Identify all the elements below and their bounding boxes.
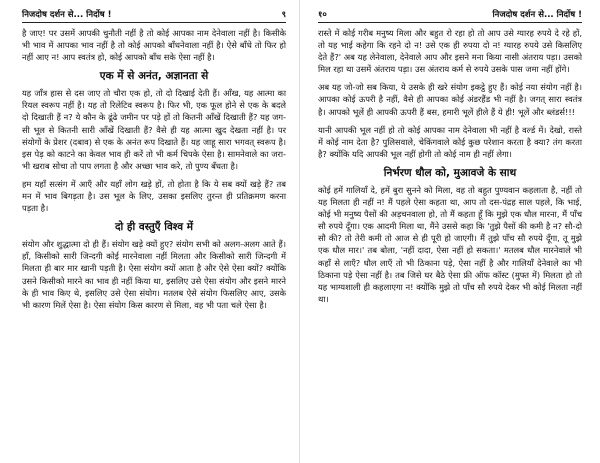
right-page-number: १० xyxy=(318,10,327,20)
right-header-title: निजदोष दर्शन से... निर्दोष ! xyxy=(492,10,582,20)
right-section-heading: निर्भरण धौल को, मुआवजे के साथ xyxy=(383,166,517,179)
right-page xyxy=(300,0,600,463)
right-paragraph-3: यानी आपकी भूल नहीं हो तो कोई आपका नाम देनेवाला भी नहीं है वर्ल्ड में। देखो, रास्ते में कोई नाम देता है? पुलिसवाले, चेकिंगवाले कोई कुछ परेशान करता है क्या? तंग करता है? क्योंकि यदि आपकी भूल नहीं होगी तो कोई नाम ही नहीं लेगा। xyxy=(318,124,582,159)
right-paragraph-1: रास्ते में कोई गरीब मनुष्य मिला और बहुत रो रहा हो तो आप उसे ग्यारह रुपये दे रहे हों, तो यह भाई कहेगा कि रहने दो न! उसे एक ही रुपया दो न! ग्यारह रुपये उसे किसलिए देते हैं?' अब यह लेनेवाला, देनेवाले आप और इसने मना किया नासी अंतराय पड़ा। उसको मिल रहा था उसमें अंतराय पड़ा। उस अंतराय कर्म से रुपये उसके पास जमा नहीं होंगे। xyxy=(318,28,582,75)
left-section-heading-1: एक में से अनंत, अज्ञानता से xyxy=(99,70,209,83)
left-section1-paragraph-2: हम यहाँ सत्संग में आएँ और यहाँ लोग खड़े हों, तो होता है कि ये सब क्यों खड़े हैं? तब मन में भाव बिगड़ता है। उस भूल के लिए, उसका इसलिए तुरन्त ही प्रतिक्रमण करना पड़ता है। xyxy=(22,178,286,214)
right-page-header xyxy=(318,6,582,23)
left-section1-paragraph-1: यह जाँत्र हास से दस जाए तो चौरा एक हो, तो दो दिखाई देती हैं। आँख, यह आत्मा का रियल स्वरूप नहीं है। यह तो रिलेटिव स्वरूप है। फिर भी, एक फूल होने से एक के बदले दो दिखाती हैं न? ये कौन के ढूंढे जमीन पर पड़े हों तो कितनी आँखें दिखाती हैं? यह जग-सी भूल से कितनी सारी आँखें दिखाती हैं? वैसे ही यह आत्मा खुद देखता नहीं है। पर संयोगों के प्रेशर (दबाव) से एक के अनंत रूप दिखाते हैं। यह जाहू सारा भगवत् स्वरूप है। इस पेड़ को काटने का केवल भाव ही करें तो भी कर्म चिपके ऐसा है। सामनेवाले का जरा-भी खराब सोचा तो पाप लगता है और अच्छा भाव करे, तो पुण्य बँधता है। xyxy=(22,88,286,171)
left-section2-paragraph-1: संयोग और शुद्धात्मा दो ही हैं। संयोग खड़े क्यों हुए? संयोग सभी को अलग-अलग आते हैं। हाँ, किसीको सारी जिन्दगी कोई मारनेवाला नहीं मिलता और किसीको सारी जिन्दगी में मिलता ही बार मार खानी पड़ती है। ऐसा संयोग क्यों आता है और ऐसे ऐसा क्यों? क्योंकि उसने किसीको मारने का भाव ही नहीं किया था, इसलिए उसे ऐसा संयोग और इसने मारने के ही भाव किए थे, इसलिए उसे ऐसा संयोग। मतलब ऐसे संयोग फिसलिए आए, उसके भी कारण मिलें ऐसा है। ऐसा संयोग किस कारण से मिला, वह भी पता चले ऐसा है। xyxy=(22,239,286,310)
left-section-heading-2: दो ही वस्तुएँ विश्व में xyxy=(114,221,194,234)
left-page-number: ९ xyxy=(281,10,286,20)
left-page-header xyxy=(22,6,286,23)
left-header-title: निजदोष दर्शन से... निर्दोष ! xyxy=(22,10,112,20)
right-paragraph-4: कोई हमें गालियाँ दे, हमें बुरा सुनने को मिला, वह तो बहुत पुण्यवान कहलाता है, नहीं तो यह मिलता ही नहीं न! मैं पहले ऐसा कहता था, आप तो दस-पंद्रह साल पहले, कि भाई, कोई भी मनुष्य पैसों की अड़चनवाला हो, तो मैं कहता हूँ कि मुझे एक धौल मारना, मैं पाँच सौ रुपये दूँगा। एक आदमी मिला था, मैंने उससे कहा कि 'तुझे पैसों की कमी है न? सौ-दो सौ की? तो तेरी कमी तो आज से ही पूरी हो जाएगी। मैं तुझे पाँच सौ रुपये दूँगा, तू मुझे एक धौल मार।' तब बोला, 'नहीं दादा, ऐसा नहीं हो सकता।' मतलब धौल मारनेवाले भी कहाँ से लाएँ? धौल लाएँ तो भी ठिकाना पड़े, ऐसा नहीं है और गालियाँ देनेवाले का भी ठिकाना पड़े ऐसा नहीं है। तब जिसे घर बैठे ऐसा फ्री ऑफ कॉस्ट (मुफ्त में) मिलता हो तो यह भाग्यशाली ही कहलाएगा न! क्योंकि मुझे तो पाँच सौ रुपये देकर भी कोई मिलता नहीं था। xyxy=(318,184,582,304)
left-intro-paragraph: है जाए! पर उसमें आपकी चुनौती नहीं है तो कोई आपका नाम देनेवाला नहीं है। किसीके भी भाव में आपका भाव नहीं है तो कोई आपको बाँधनेवाला नहीं है। ऐसे बाँधे तो फिर हो नहीं आए न! आप स्वतंत्र हो, कोई आपको बाँध सके ऐसा नहीं है। xyxy=(22,28,286,63)
right-paragraph-2: अब यह जो-जो सब किया, ये उसके ही खरे संयोग इकट्ठे हुए हैं। कोई नया संयोग नहीं है। आपका कोई ऊपरी है नहीं, वैसे ही आपका कोई अंडरहैंड भी नहीं है। जगत् सारा स्वतंत्र है। आपको भूलें ही आपकी ऊपरी हैं बस, हमारी भूलें हीले हैं ये ही! भूलें और ब्लंडर्स!!! xyxy=(318,82,582,117)
